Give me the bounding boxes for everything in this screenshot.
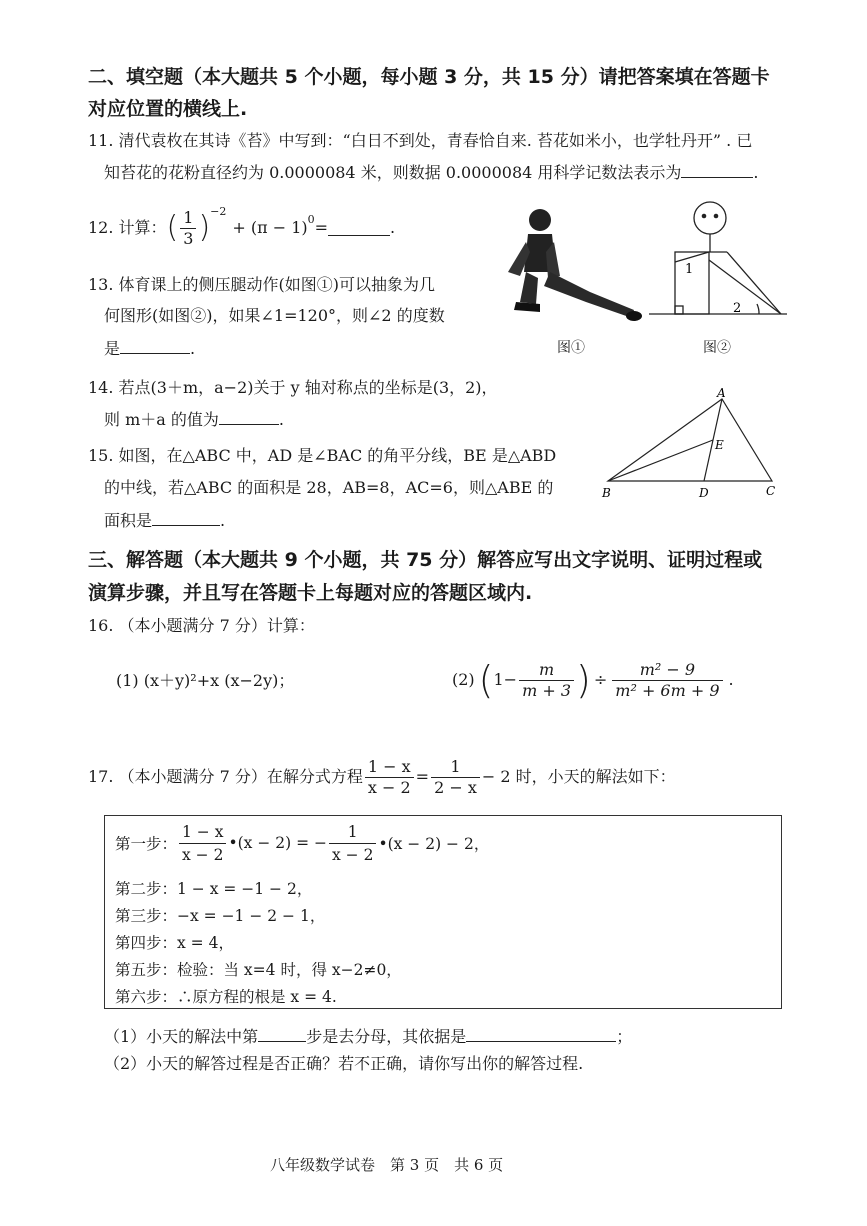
q17-step6: 第六步：∴原方程的根是 x = 4. — [115, 988, 337, 1006]
q16-part2-end: . — [728, 670, 734, 689]
q12-den: 3 — [183, 228, 194, 248]
stretch-person-figure — [500, 202, 648, 324]
q17-step1 — [115, 820, 489, 866]
q13-end: . — [190, 339, 196, 358]
q17-step5: 第五步：检验：当 x=4 时，得 x−2≠0， — [115, 961, 402, 979]
q15-answer-blank — [152, 511, 220, 526]
q17-sub1-end: ； — [616, 1027, 633, 1046]
q17-eq-den1: x − 2 — [367, 777, 411, 797]
q17-eq-tail: − 2 时，小天的解法如下： — [481, 767, 676, 786]
q12-num: 1 — [180, 210, 196, 229]
q15-line3-text: 面积是 — [104, 511, 153, 530]
q13-line3 — [104, 339, 195, 357]
q17-eq-fraction1 — [365, 756, 414, 797]
q16-part2 — [452, 654, 734, 706]
q17-sub1 — [104, 1027, 632, 1045]
q15-line1: 15. 如图，在△ABC 中，AD 是∠BAC 的角平分线，BE 是△ABD — [88, 446, 557, 465]
q17-step1-num2: 1 — [329, 823, 376, 844]
fig1-caption: 图① — [557, 340, 585, 356]
q12-exp2: 0 — [307, 213, 315, 226]
label-e: E — [715, 438, 724, 452]
q16-one-minus: 1− — [493, 670, 518, 689]
q17-sub1-pre: （1）小天的解法中第 — [104, 1027, 259, 1046]
q14-answer-blank — [219, 410, 279, 425]
q11-end: . — [753, 163, 759, 182]
q17-basis-blank — [466, 1027, 616, 1042]
q16-num2: m² − 9 — [612, 662, 722, 681]
q13-line3-text: 是 — [104, 339, 121, 358]
angle1-label: 1 — [685, 262, 694, 277]
q16-div: ÷ — [593, 670, 608, 689]
label-b: B — [602, 486, 611, 500]
q17-step2: 第二步：1 − x = −1 − 2， — [115, 880, 313, 898]
section3-title-line2: 演算步骤，并且写在答题卡上每题对应的答题区域内. — [88, 582, 533, 604]
q17-eq-den2: 2 − x — [434, 777, 477, 797]
q17-step1-mid: •(x − 2) = − — [228, 834, 327, 852]
q17-step1-num1: 1 − x — [179, 823, 226, 844]
q12-end: . — [390, 218, 396, 237]
q17-solution-box — [104, 815, 782, 1009]
label-d: D — [699, 486, 709, 500]
page-footer: 八年级数学试卷 第 3 页 共 6 页 — [270, 1156, 504, 1174]
q17-header-text: 17. （本小题满分 7 分）在解分式方程 — [88, 767, 363, 786]
q16-den1: m + 3 — [522, 680, 572, 700]
q17-header — [88, 752, 676, 802]
q17-step-blank — [258, 1027, 306, 1042]
q13-answer-blank — [120, 339, 190, 354]
q16-part1: (1) (x＋y)²+x (x−2y)； — [116, 671, 295, 690]
q14-line2-text: 则 m＋a 的值为 — [104, 410, 219, 429]
q17-step1-fraction1 — [179, 823, 226, 864]
q16-paren-close: ) — [576, 658, 591, 702]
q14-line1: 14. 若点(3＋m，a−2)关于 y 轴对称点的坐标是(3，2)， — [88, 378, 498, 397]
q12-line — [88, 206, 395, 250]
fig2-caption: 图② — [703, 340, 731, 356]
q11-answer-blank — [681, 163, 753, 178]
label-c: C — [766, 484, 776, 498]
q11-line1: 11. 清代袁枚在其诗《苔》中写到：“白日不到处，青春恰自来. 苔花如米小，也学牡丹开” . 已 — [88, 131, 753, 150]
angle2-label: 2 — [733, 301, 742, 316]
label-a: A — [717, 386, 726, 400]
q11-line2-text: 知苔花的花粉直径约为 0.0000084 米，则数据 0.0000084 用科学记数法表示为 — [104, 163, 682, 182]
q16-fraction2 — [612, 659, 722, 700]
q12-answer-blank — [328, 221, 390, 236]
section2-title-line2: 对应位置的横线上. — [88, 98, 248, 120]
q15-line3 — [104, 511, 225, 529]
q14-line2 — [104, 410, 284, 428]
q17-eq-num2: 1 — [431, 759, 480, 778]
q17-eq-fraction2 — [431, 756, 480, 797]
q11-line2 — [104, 163, 759, 181]
q17-step3: 第三步：−x = −1 − 2 − 1， — [115, 907, 326, 925]
q16-den2: m² + 6m + 9 — [615, 680, 720, 700]
q17-step1-label: 第一步： — [115, 835, 178, 853]
q13-line2: 何图形(如图②)，如果∠1=120°，则∠2 的度数 — [104, 306, 445, 325]
q16-part2-label: (2) — [452, 670, 475, 689]
stretch-geometry-figure — [645, 200, 793, 322]
q12-eq: = — [314, 218, 329, 237]
q12-fraction — [180, 207, 196, 248]
q12-label: 12. 计算： — [88, 218, 167, 237]
q17-eq-mid: = — [415, 767, 430, 786]
q14-end: . — [278, 410, 284, 429]
q17-sub2: （2）小天的解答过程是否正确？若不正确，请你写出你的解答过程. — [104, 1054, 584, 1073]
q16-fraction1 — [519, 659, 574, 700]
q13-line1: 13. 体育课上的侧压腿动作(如图①)可以抽象为几 — [88, 275, 436, 294]
q17-step1-tail: •(x − 2) − 2， — [378, 835, 490, 853]
q15-end: . — [220, 511, 226, 530]
q15-line2: 的中线，若△ABC 的面积是 28，AB=8，AC=6，则△ABE 的 — [104, 478, 554, 497]
q17-step4: 第四步：x = 4， — [115, 934, 234, 952]
q16-header: 16. （本小题满分 7 分）计算： — [88, 616, 315, 635]
section3-title-line1: 三、解答题（本大题共 9 个小题，共 75 分）解答应写出文字说明、证明过程或 — [88, 549, 763, 571]
q12-exp1: −2 — [210, 205, 227, 218]
q16-paren-open: ( — [478, 658, 494, 702]
q12-paren-close: ) — [198, 210, 211, 245]
q17-step1-den2: x − 2 — [331, 845, 374, 864]
q12-pi-term: + (π − 1) — [232, 218, 308, 237]
q17-step1-den1: x − 2 — [182, 845, 224, 864]
q17-sub1-mid: 步是去分母，其依据是 — [306, 1027, 467, 1046]
q16-num1: m — [519, 662, 574, 681]
q17-step1-fraction2 — [329, 823, 376, 864]
q17-eq-num1: 1 − x — [365, 759, 414, 778]
q12-paren-open: ( — [166, 210, 179, 245]
triangle-abc-figure — [596, 385, 796, 503]
section2-title-line1: 二、填空题（本大题共 5 个小题，每小题 3 分，共 15 分）请把答案填在答题卡 — [88, 66, 770, 88]
